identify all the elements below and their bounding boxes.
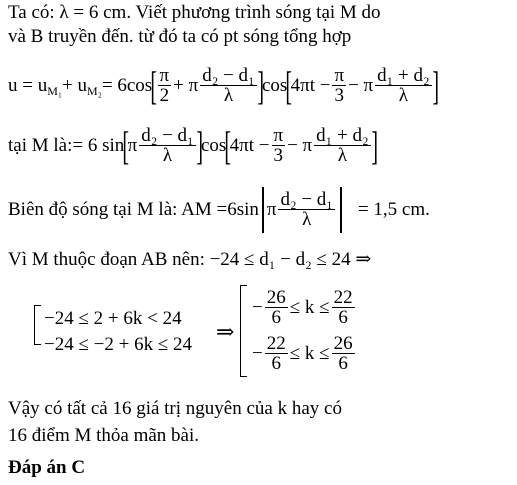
eq2-frac-d-den: λ (162, 144, 173, 166)
eq1-frac-d (200, 64, 256, 106)
eq1-cos: cos (261, 75, 288, 96)
equation-at-m (8, 118, 376, 174)
equation-wave-sum (8, 58, 437, 114)
eq1-sub-m1: M₁ (47, 84, 63, 98)
sys2-a-mid: ≤ k ≤ (289, 297, 330, 318)
sys2-b-frac1-num: 22 (266, 332, 286, 354)
system-arrow: ⇒ (216, 319, 235, 344)
eq3-pi: π (266, 199, 277, 220)
sys2-b-frac2 (332, 332, 355, 374)
eq3-abs-left (262, 187, 264, 233)
eq1-frac-num: π (159, 64, 170, 86)
eq2-frac-pi-3 (272, 124, 286, 166)
eq1-bracket-open: [ (150, 63, 158, 108)
eq3-label: Biên độ sóng tại M là: AM = (8, 199, 228, 220)
system1-line-b: −24 ≤ −2 + 6k ≤ 24 (44, 334, 193, 355)
sys2-a-frac1-num: 26 (266, 286, 286, 308)
system1-bracket (34, 305, 41, 345)
eq2-pi: π (127, 135, 138, 156)
eq1-plus-pi: + π (173, 75, 199, 96)
eq2-frac-sum-den: λ (337, 144, 347, 166)
eq2-6sin: = 6 sin (72, 135, 125, 156)
eq1-6cos: = 6cos (101, 75, 153, 96)
answer-label: Đáp án C (8, 457, 86, 478)
eq2-cos: cos (201, 135, 227, 156)
sys2-a-frac2-den: 6 (338, 306, 348, 328)
eq1-u: u = u (8, 75, 48, 96)
eq1-bracket-close: ] (256, 63, 264, 108)
eq1-frac-pi-3 (332, 64, 346, 106)
eq2-bracket-open: [ (122, 123, 130, 168)
system2-line-b (252, 332, 357, 376)
equation-amplitude (8, 182, 430, 238)
eq2-frac-sum (314, 124, 370, 166)
eq3-frac-d (278, 188, 334, 230)
inequality-system (28, 280, 508, 380)
eq2-bracket2-close: ] (370, 123, 378, 168)
sys2-b-frac2-num: 26 (333, 332, 353, 354)
eq1-frac-sum-num: d₁ + d₂ (377, 64, 430, 86)
system1-line-a: −24 ≤ 2 + 6k < 24 (44, 308, 182, 329)
sys2-b-mid: ≤ k ≤ (289, 343, 330, 364)
eq2-bracket-close: ] (196, 123, 203, 168)
eq1-frac-d-den: λ (223, 84, 234, 106)
conclusion-line-1: Vậy có tất cả 16 giá trị nguyên của k hay có (8, 398, 342, 419)
eq1-minus-pi: − π (348, 75, 374, 96)
eq1-frac-pi3-num: π (334, 64, 345, 86)
sys2-a-frac2 (332, 286, 355, 328)
eq2-minus-pi: − π (287, 135, 313, 156)
eq1-frac-d-num: d₂ − d₁ (202, 64, 255, 86)
eq1-frac-pi-2 (158, 64, 172, 106)
eq2-frac-sum-num: d₁ + d₂ (316, 124, 369, 146)
eq2-bracket2-open: [ (224, 123, 232, 168)
eq3-frac-d-den: λ (302, 208, 312, 230)
sys2-b-frac1-den: 6 (271, 352, 281, 374)
conclusion-line-2: 16 điểm M thỏa mãn bài. (8, 425, 200, 446)
eq1-frac-den: 2 (159, 84, 170, 106)
eq1-sub-m2: M₂ (87, 84, 102, 98)
sys2-b-frac1 (265, 332, 288, 374)
statement-line-2: và B truyền đến. từ đó ta có pt sóng tổng hợp (8, 26, 352, 47)
eq2-4pit: 4πt − (229, 135, 270, 156)
system2-bracket (240, 285, 247, 377)
sys2-b-frac2-den: 6 (338, 352, 348, 374)
eq1-frac-sum-den: λ (398, 84, 408, 106)
eq3-result: = 1,5 cm. (357, 199, 430, 220)
eq2-label: tại M là: (8, 135, 73, 156)
sys2-a-frac1-den: 6 (271, 306, 281, 328)
eq2-frac-d (139, 124, 195, 166)
sys2-a-frac1 (265, 286, 288, 328)
eq1-plus: + u (62, 75, 88, 96)
eq3-frac-d-num: d₂ − d₁ (280, 188, 333, 210)
eq1-4pit: 4πt − (290, 75, 331, 96)
sys2-a-minus: − (252, 297, 263, 318)
sys2-a-frac2-num: 22 (333, 286, 353, 308)
eq3-6sin: 6sin (227, 199, 259, 220)
eq1-bracket2-close: ] (431, 63, 439, 108)
eq3-abs-right (340, 187, 342, 233)
eq2-frac-pi3-den: 3 (273, 144, 284, 166)
statement-line-1: Ta có: λ = 6 cm. Viết phương trình sóng tại M do (8, 2, 381, 23)
eq2-frac-pi3-num: π (273, 124, 284, 146)
system2-line-a (252, 286, 357, 330)
equation-range: Vì M thuộc đoạn AB nên: −24 ≤ d₁ − d₂ ≤ 24 ⇒ (8, 249, 372, 270)
sys2-b-minus: − (252, 343, 263, 364)
eq1-bracket2-open: [ (285, 63, 293, 108)
eq1-frac-sum (375, 64, 431, 106)
eq1-frac-pi3-den: 3 (334, 84, 345, 106)
eq2-frac-d-num: d₂ − d₁ (141, 124, 194, 146)
